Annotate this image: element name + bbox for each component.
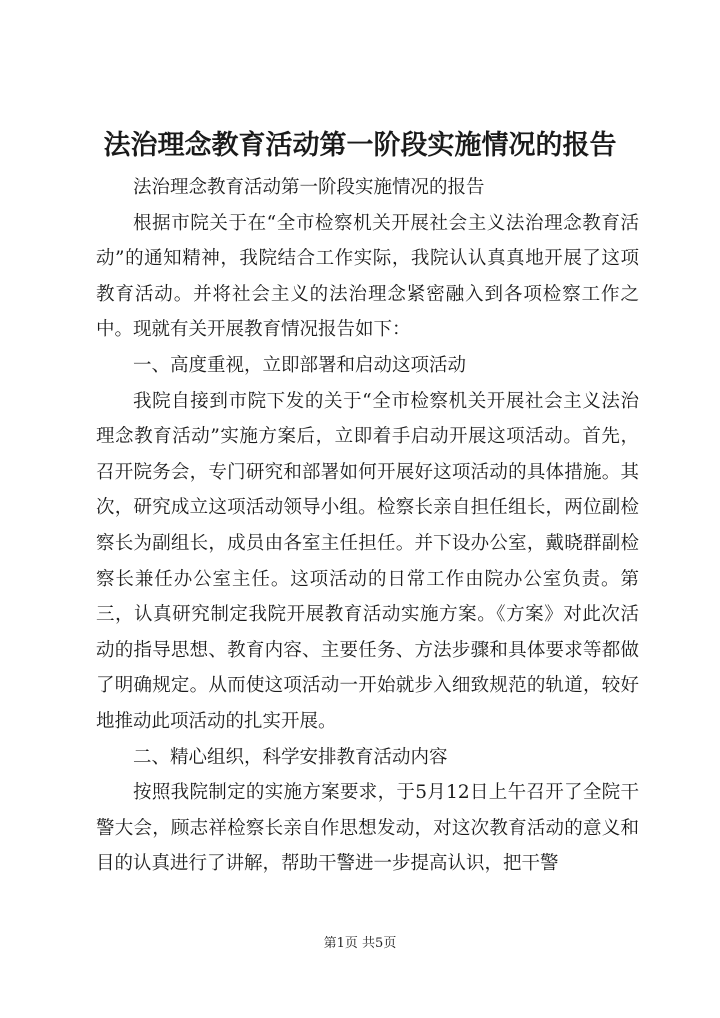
page-number-footer: 第1页 共5页 [323,936,397,951]
paragraph-subtitle: 法治理念教育活动第一阶段实施情况的报告 [133,177,485,198]
paragraph-section-1: 我院自接到市院下发的关于“全市检察机关开展社会主义法治理念教育活动”实施方案后，立即着手启动开展这项活动。首先，召开院务会，专门研究和部署如何开展好这项活动的具体措施。其次，研究成立这项活动领导小组。检察长亲自担任组长，两位副检察长为副组长，成员由各室主任担任。并下设办公室，戴晓群副检察长兼任办公室主任。这项活动的日常工作由院办公室负责。第三，认真研究制定我院开展教育活动实施方案。《方案》对此次活动的指导思想、教育内容、主要任务、方法步骤和具体要求等都做了明确规定。从而使这项活动一开始就步入细致规范的轨道，较好地推动此项活动的扎实开展。 [96,390,639,732]
paragraph-intro: 根据市院关于在“全市检察机关开展社会主义法治理念教育活动”的通知精神，我院结合工作实际，我院认认真真地开展了这项教育活动。并将社会主义的法治理念紧密融入到各项检察工作之中。现就有关开展教育情况报告如下： [96,212,639,341]
paragraph-section-2: 按照我院制定的实施方案要求，于5月12日上午召开了全院干警大会，顾志祥检察长亲自作思想发动，对这次教育活动的意义和目的认真进行了讲解，帮助干警进一步提高认识，把干警 [96,782,639,875]
document-title: 法治理念教育活动第一阶段实施情况的报告 [103,130,617,161]
section-heading-1: 一、高度重视，立即部署和启动这项活动 [133,354,467,376]
section-heading-2: 二、精心组织，科学安排教育活动内容 [133,746,448,768]
document-body [96,170,639,882]
